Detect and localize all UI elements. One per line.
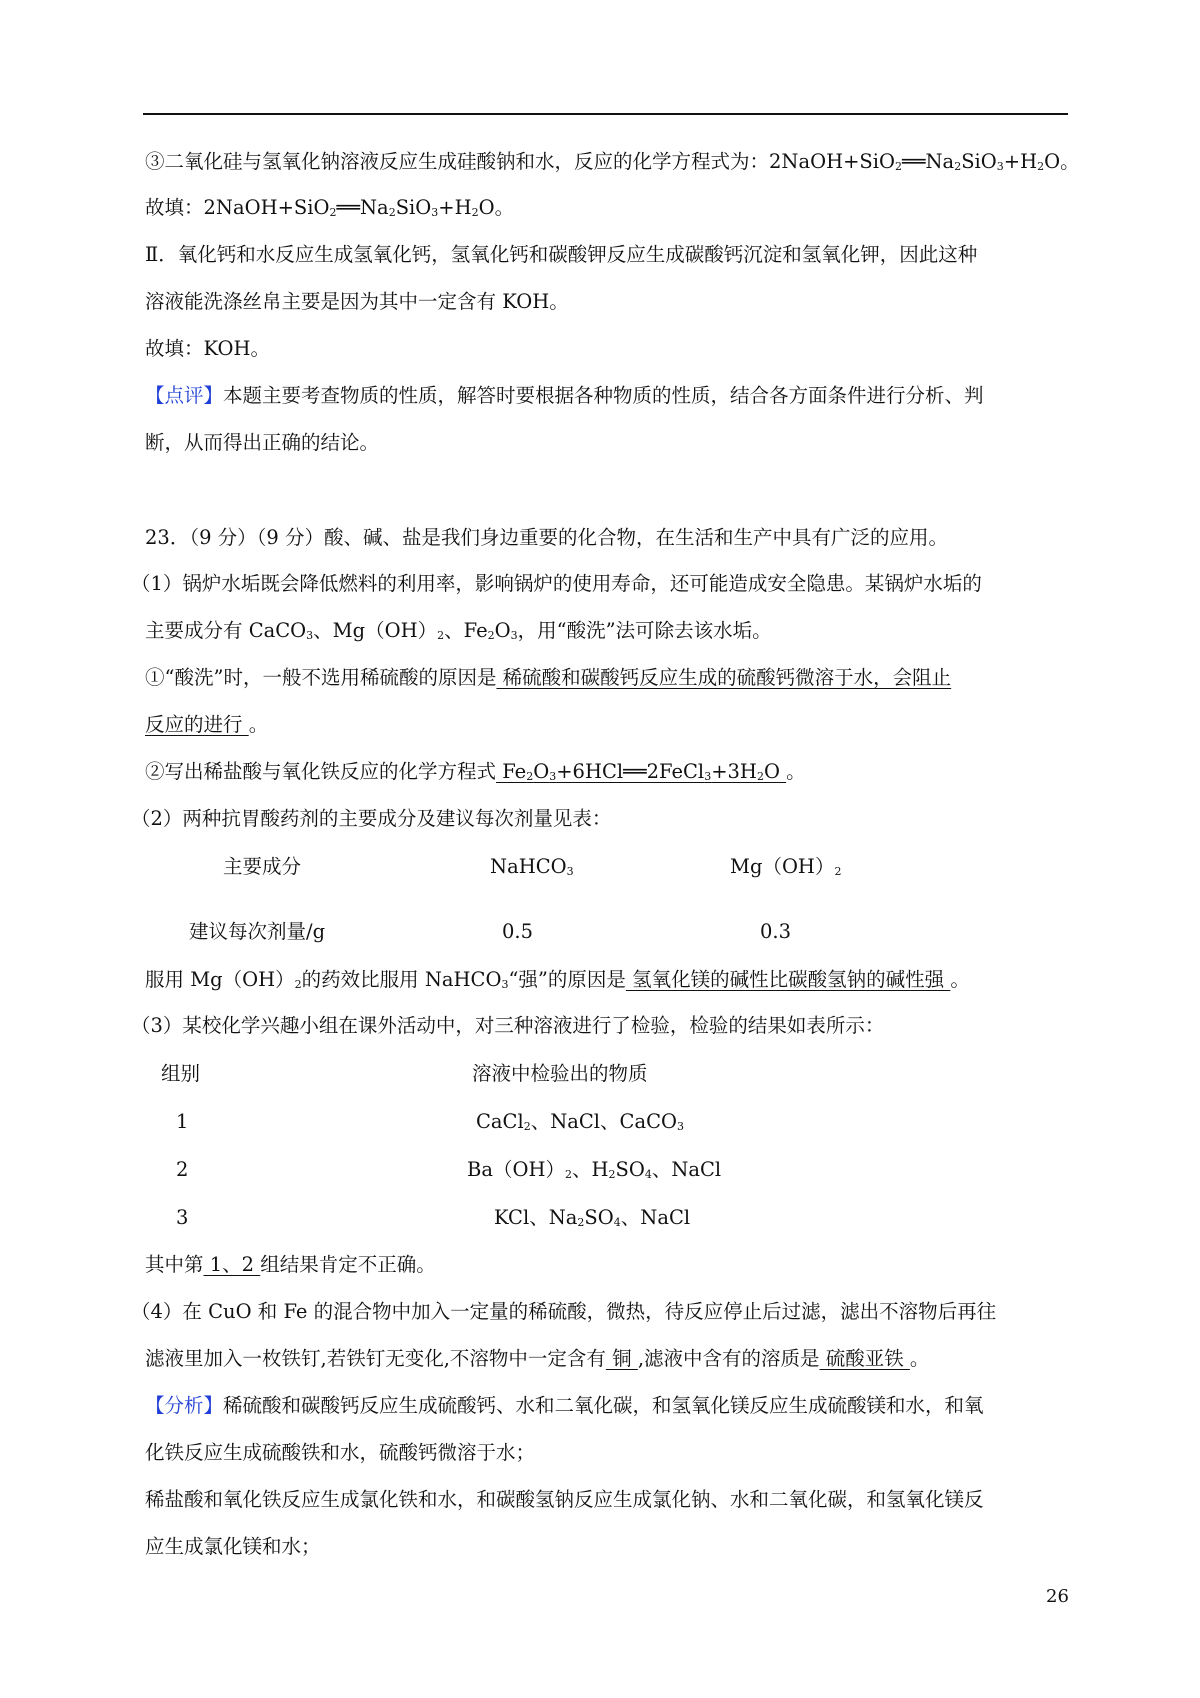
comment-line-2: 断，从而得出正确的结论。 [145,431,380,454]
analysis-line-1: 【分析】稀硫酸和碳酸钙反应生成硫酸钙、水和二氧化碳，和氢氧化镁反应生成硫酸镁和水，和氧 [145,1394,984,1417]
comment-line-1: 【点评】本题主要考查物质的性质，解答时要根据各种物质的性质，结合各方面条件进行分析、判 [145,384,984,407]
table1-row1-label: 主要成分 [223,855,302,878]
analysis-tag: 【分析】 [145,1394,224,1417]
analysis-line-4: 应生成氯化镁和水； [145,1535,321,1558]
part1-line-2: 主要成分有 CaCO$_3$、$Mg(OH)_2$、$Fe_2O_3$，用“酸洗”法可除去该水垢。 [145,619,772,642]
table2-row3-num: 3 [176,1206,189,1229]
comment-tag: 【点评】 [145,384,224,407]
table1-row2-label: 建议每次剂量/g [189,920,326,943]
part4-line-2: 滤液里加入一枚铁钉,若铁钉无变化,不溶物中一定含有 铜 ,滤液中含有的溶质是 硫酸亚铁 。 [145,1347,930,1370]
table2-row2-substances: $Ba(OH)_2$、$H_2SO_4$、NaCl [467,1158,722,1181]
part2-line-2: 服用 $Mg(OH)_2$的药效比服用 NaHCO$_3$“强”的原因是 氢氧化镁的碱性比碳酸氢钠的碱性强 。 [145,968,970,991]
table2-row1-num: 1 [176,1110,189,1133]
table2-header-group: 组别 [161,1062,201,1085]
question-title: 23．（9 分）（9 分）酸、碱、盐是我们身边重要的化合物，在生活和生产中具有广泛的应用。 [145,526,949,549]
answer-blank: 1、2 [203,1253,261,1276]
analysis-line-3: 稀盐酸和氧化铁反应生成氯化铁和水，和碳酸氢钠反应生成氯化钠、水和二氧化碳，和氢氧化镁反 [145,1488,984,1511]
part1-line-1: （1）锅炉水垢既会降低燃料的利用率，影响锅炉的使用寿命，还可能造成安全隐患。某锅炉水垢的 [131,572,982,595]
part4-line-1: （4）在 CuO 和 Fe 的混合物中加入一定量的稀硫酸，微热，待反应停止后过滤，滤出不溶物后再往 [131,1300,997,1323]
part3-line-2: 其中第 1、2 组结果肯定不正确。 [145,1253,436,1276]
answer-blank: $Fe_2O_3+6HCl══2FeCl_3+3H_2O$ [496,760,787,783]
table2-row3-substances: KCl、$Na_2SO_4$、NaCl [494,1206,691,1229]
analysis-line-2: 化铁反应生成硫酸铁和水，硫酸钙微溶于水； [145,1441,536,1464]
header-rule [143,113,1068,115]
solution-line-3: Ⅱ．氧化钙和水反应生成氢氧化钙，氢氧化钙和碳酸钾反应生成碳酸钙沉淀和氢氧化钾，因此这种 [145,243,978,266]
part2-line-1: （2）两种抗胃酸药剂的主要成分及建议每次剂量见表： [131,807,612,830]
table2-row1-substances: CaCl$_2$、NaCl、CaCO$_3$ [476,1110,685,1133]
answer-blank: 稀硫酸和碳酸钙反应生成的硫酸钙微溶于水，会阻止 [496,666,952,689]
part3-line-1: （3）某校化学兴趣小组在课外活动中，对三种溶液进行了检验，检验的结果如表所示： [131,1014,885,1037]
table1-val1: 0.5 [502,920,534,943]
table2-row2-num: 2 [176,1158,189,1181]
table2-header-substances: 溶液中检验出的物质 [472,1062,648,1085]
answer-blank: 反应的进行 [145,713,249,736]
part1-line-5: ②写出稀盐酸与氧化铁反应的化学方程式 $Fe_2O_3+6HCl══2FeCl_3+3H_2O$ 。 [145,760,806,783]
solution-line-5: 故填：KOH。 [145,337,271,360]
solution-line-4: 溶液能洗涤丝帛主要是因为其中一定含有 KOH。 [145,290,569,313]
solution-line-2: 故填：$2NaOH+SiO_2══Na_2SiO_3+H_2O$。 [145,196,515,219]
answer-blank: 硫酸亚铁 [819,1347,910,1370]
page-number: 26 [1046,1586,1069,1607]
solution-line-1: ③二氧化硅与氢氧化钠溶液反应生成硅酸钠和水，反应的化学方程式为：$2NaOH+SiO_2══Na_2SiO_3+H_2O$。 [145,150,1080,173]
table1-val2: 0.3 [760,920,792,943]
table1-col1-header: NaHCO$_3$ [490,855,574,878]
table1-col2-header: $Mg(OH)_2$ [730,855,842,878]
part1-line-4: 反应的进行 。 [145,713,269,736]
answer-blank: 氢氧化镁的碱性比碳酸氢钠的碱性强 [625,968,951,991]
answer-blank: 铜 [605,1347,638,1370]
part1-line-3: ①“酸洗”时，一般不选用稀硫酸的原因是 稀硫酸和碳酸钙反应生成的硫酸钙微溶于水，会阻止 [145,666,952,689]
